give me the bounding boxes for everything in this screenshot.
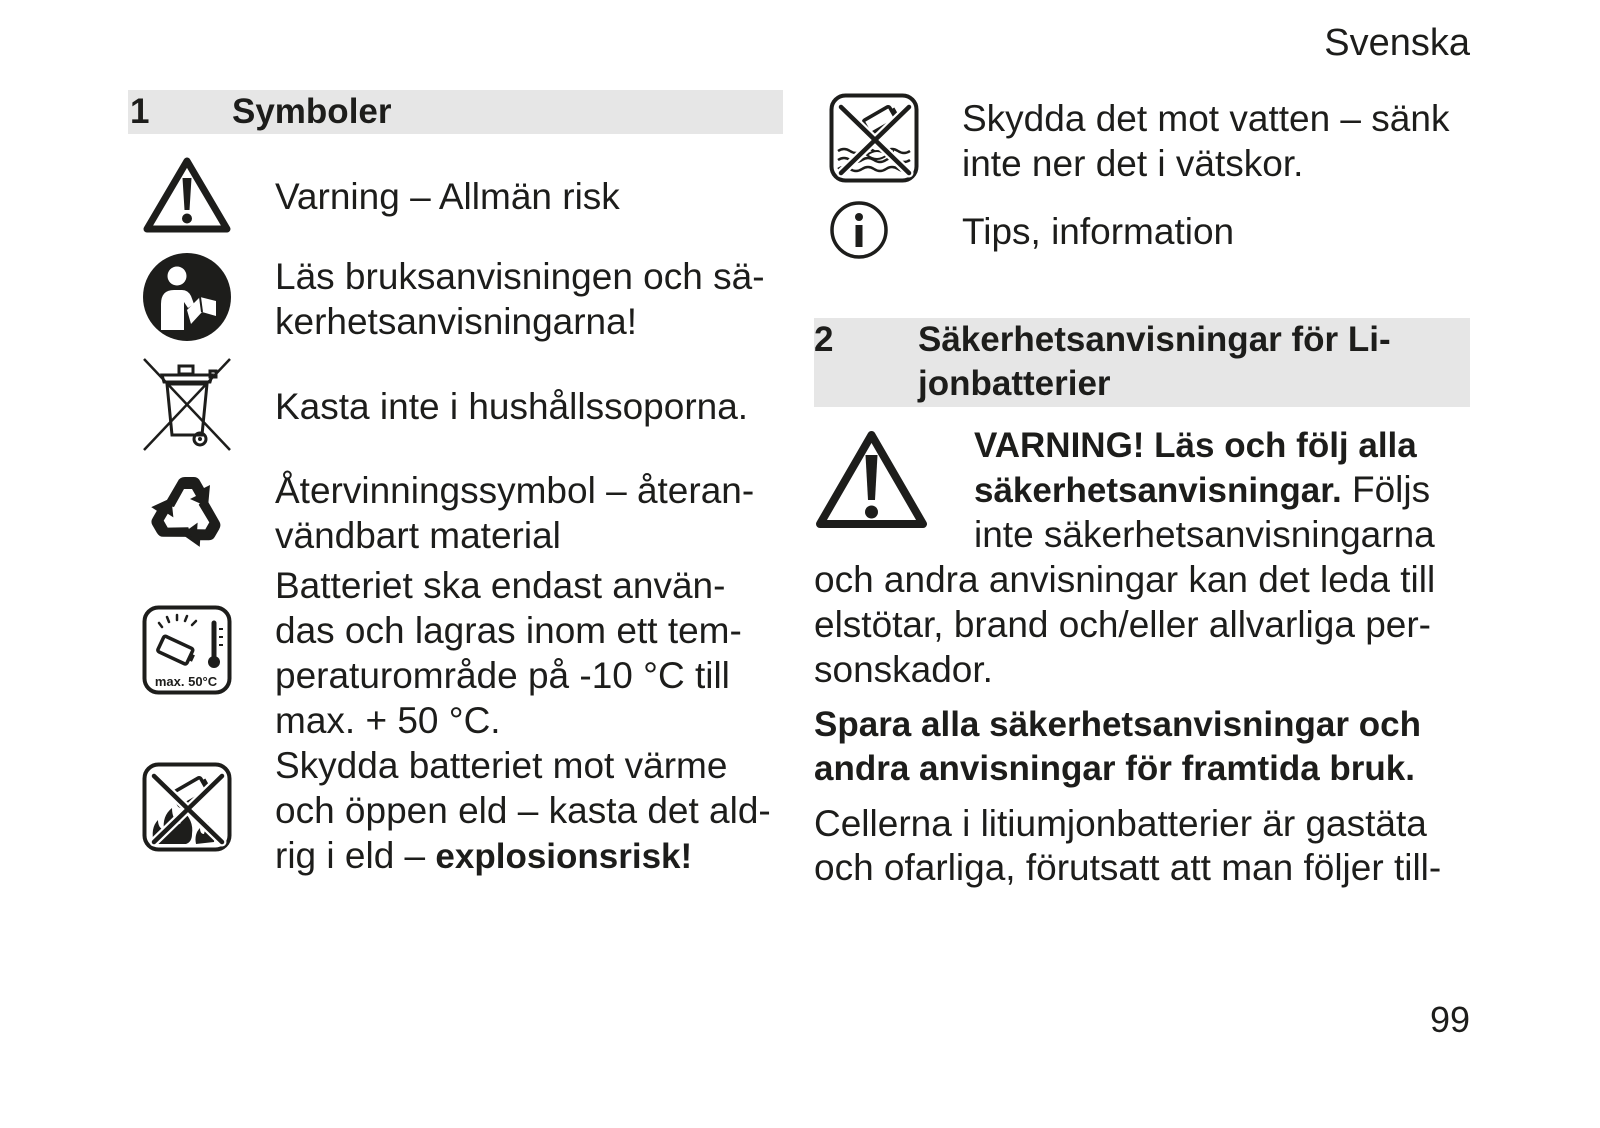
section-title-line: jonbatterier xyxy=(918,364,1111,403)
symbol-text-line: Tips, information xyxy=(962,211,1235,252)
symbol-text-line: inte ner det i vätskor. xyxy=(962,143,1304,184)
no-water-immersion-icon xyxy=(829,93,919,183)
warning-text-continued xyxy=(814,557,1435,692)
save-note-line: andra anvisningar för framtida bruk. xyxy=(814,749,1415,788)
symbol-text-line: Kasta inte i hushållssoporna. xyxy=(275,386,749,427)
symbol-description xyxy=(275,384,748,429)
symbol-text-line: max. + 50 °C. xyxy=(275,700,501,741)
symbol-description xyxy=(275,254,765,344)
body-text-line: och ofarliga, förutsatt att man följer till- xyxy=(814,847,1442,888)
section-title-line: Säkerhetsanvisningar för Li- xyxy=(918,320,1391,359)
symbol-description xyxy=(275,174,620,219)
warning-text-line: elstötar, brand och/eller allvarliga per- xyxy=(814,604,1431,645)
text-segment: Följs xyxy=(1341,469,1431,510)
warning-text-line: inte säkerhetsanvisningarna xyxy=(974,514,1435,555)
warning-triangle-icon xyxy=(814,428,929,531)
text-segment: rig i eld – xyxy=(275,835,436,876)
section-number: 1 xyxy=(130,92,150,131)
symbol-description xyxy=(275,563,742,743)
symbol-text-line: vändbart material xyxy=(275,515,561,556)
icon-label: max. 50°C xyxy=(154,674,218,689)
section-number: 2 xyxy=(814,320,834,359)
explosion-risk-warning: explosionsrisk! xyxy=(435,837,693,876)
symbol-description xyxy=(275,468,754,558)
symbol-text-line: Återvinningssymbol – återan- xyxy=(275,470,755,511)
warning-triangle-icon xyxy=(142,155,232,235)
recycling-icon xyxy=(142,465,232,555)
symbol-description xyxy=(962,209,1234,254)
symbol-text-line: das och lagras inom ett tem- xyxy=(275,610,742,651)
read-manual-icon xyxy=(142,252,232,342)
section-title: Symboler xyxy=(232,92,392,131)
warning-text-line xyxy=(974,422,1435,467)
symbol-text-line: Skydda batteriet mot värme xyxy=(275,745,728,786)
page-number: 99 xyxy=(1429,999,1470,1040)
warning-text-line: sonskador. xyxy=(814,649,993,690)
warning-text-line xyxy=(974,467,1435,512)
symbol-text-line xyxy=(275,833,771,878)
symbol-text-line: Skydda det mot vatten – sänk xyxy=(962,98,1450,139)
crossed-out-bin-icon xyxy=(142,357,232,452)
warning-text xyxy=(974,422,1435,557)
language-label: Svenska xyxy=(1324,22,1470,64)
warning-heading: säkerhetsanvisningar. xyxy=(974,471,1342,510)
save-note-line: Spara alla säkerhetsanvisningar och xyxy=(814,705,1421,744)
symbol-description xyxy=(275,743,771,878)
symbol-text-line: Batteriet ska endast använ- xyxy=(275,565,726,606)
info-icon xyxy=(829,200,889,260)
section-header-bar xyxy=(128,90,783,134)
save-instructions-note xyxy=(814,703,1421,791)
no-fire-icon xyxy=(142,762,232,852)
warning-text-line: och andra anvisningar kan det leda till xyxy=(814,559,1436,600)
symbol-text-line: Varning – Allmän risk xyxy=(275,176,620,217)
warning-heading: VARNING! Läs och följ alla xyxy=(974,426,1417,465)
body-paragraph xyxy=(814,802,1441,890)
symbol-text-line: kerhetsanvisningarna! xyxy=(275,301,637,342)
body-text-line: Cellerna i litiumjonbatterier är gastäta xyxy=(814,803,1427,844)
symbol-description xyxy=(962,96,1449,186)
battery-temperature-icon xyxy=(142,605,232,695)
symbol-text-line: peraturområde på -10 °C till xyxy=(275,655,730,696)
symbol-text-line: Läs bruksanvisningen och sä- xyxy=(275,256,765,297)
symbol-text-line: och öppen eld – kasta det ald- xyxy=(275,790,771,831)
